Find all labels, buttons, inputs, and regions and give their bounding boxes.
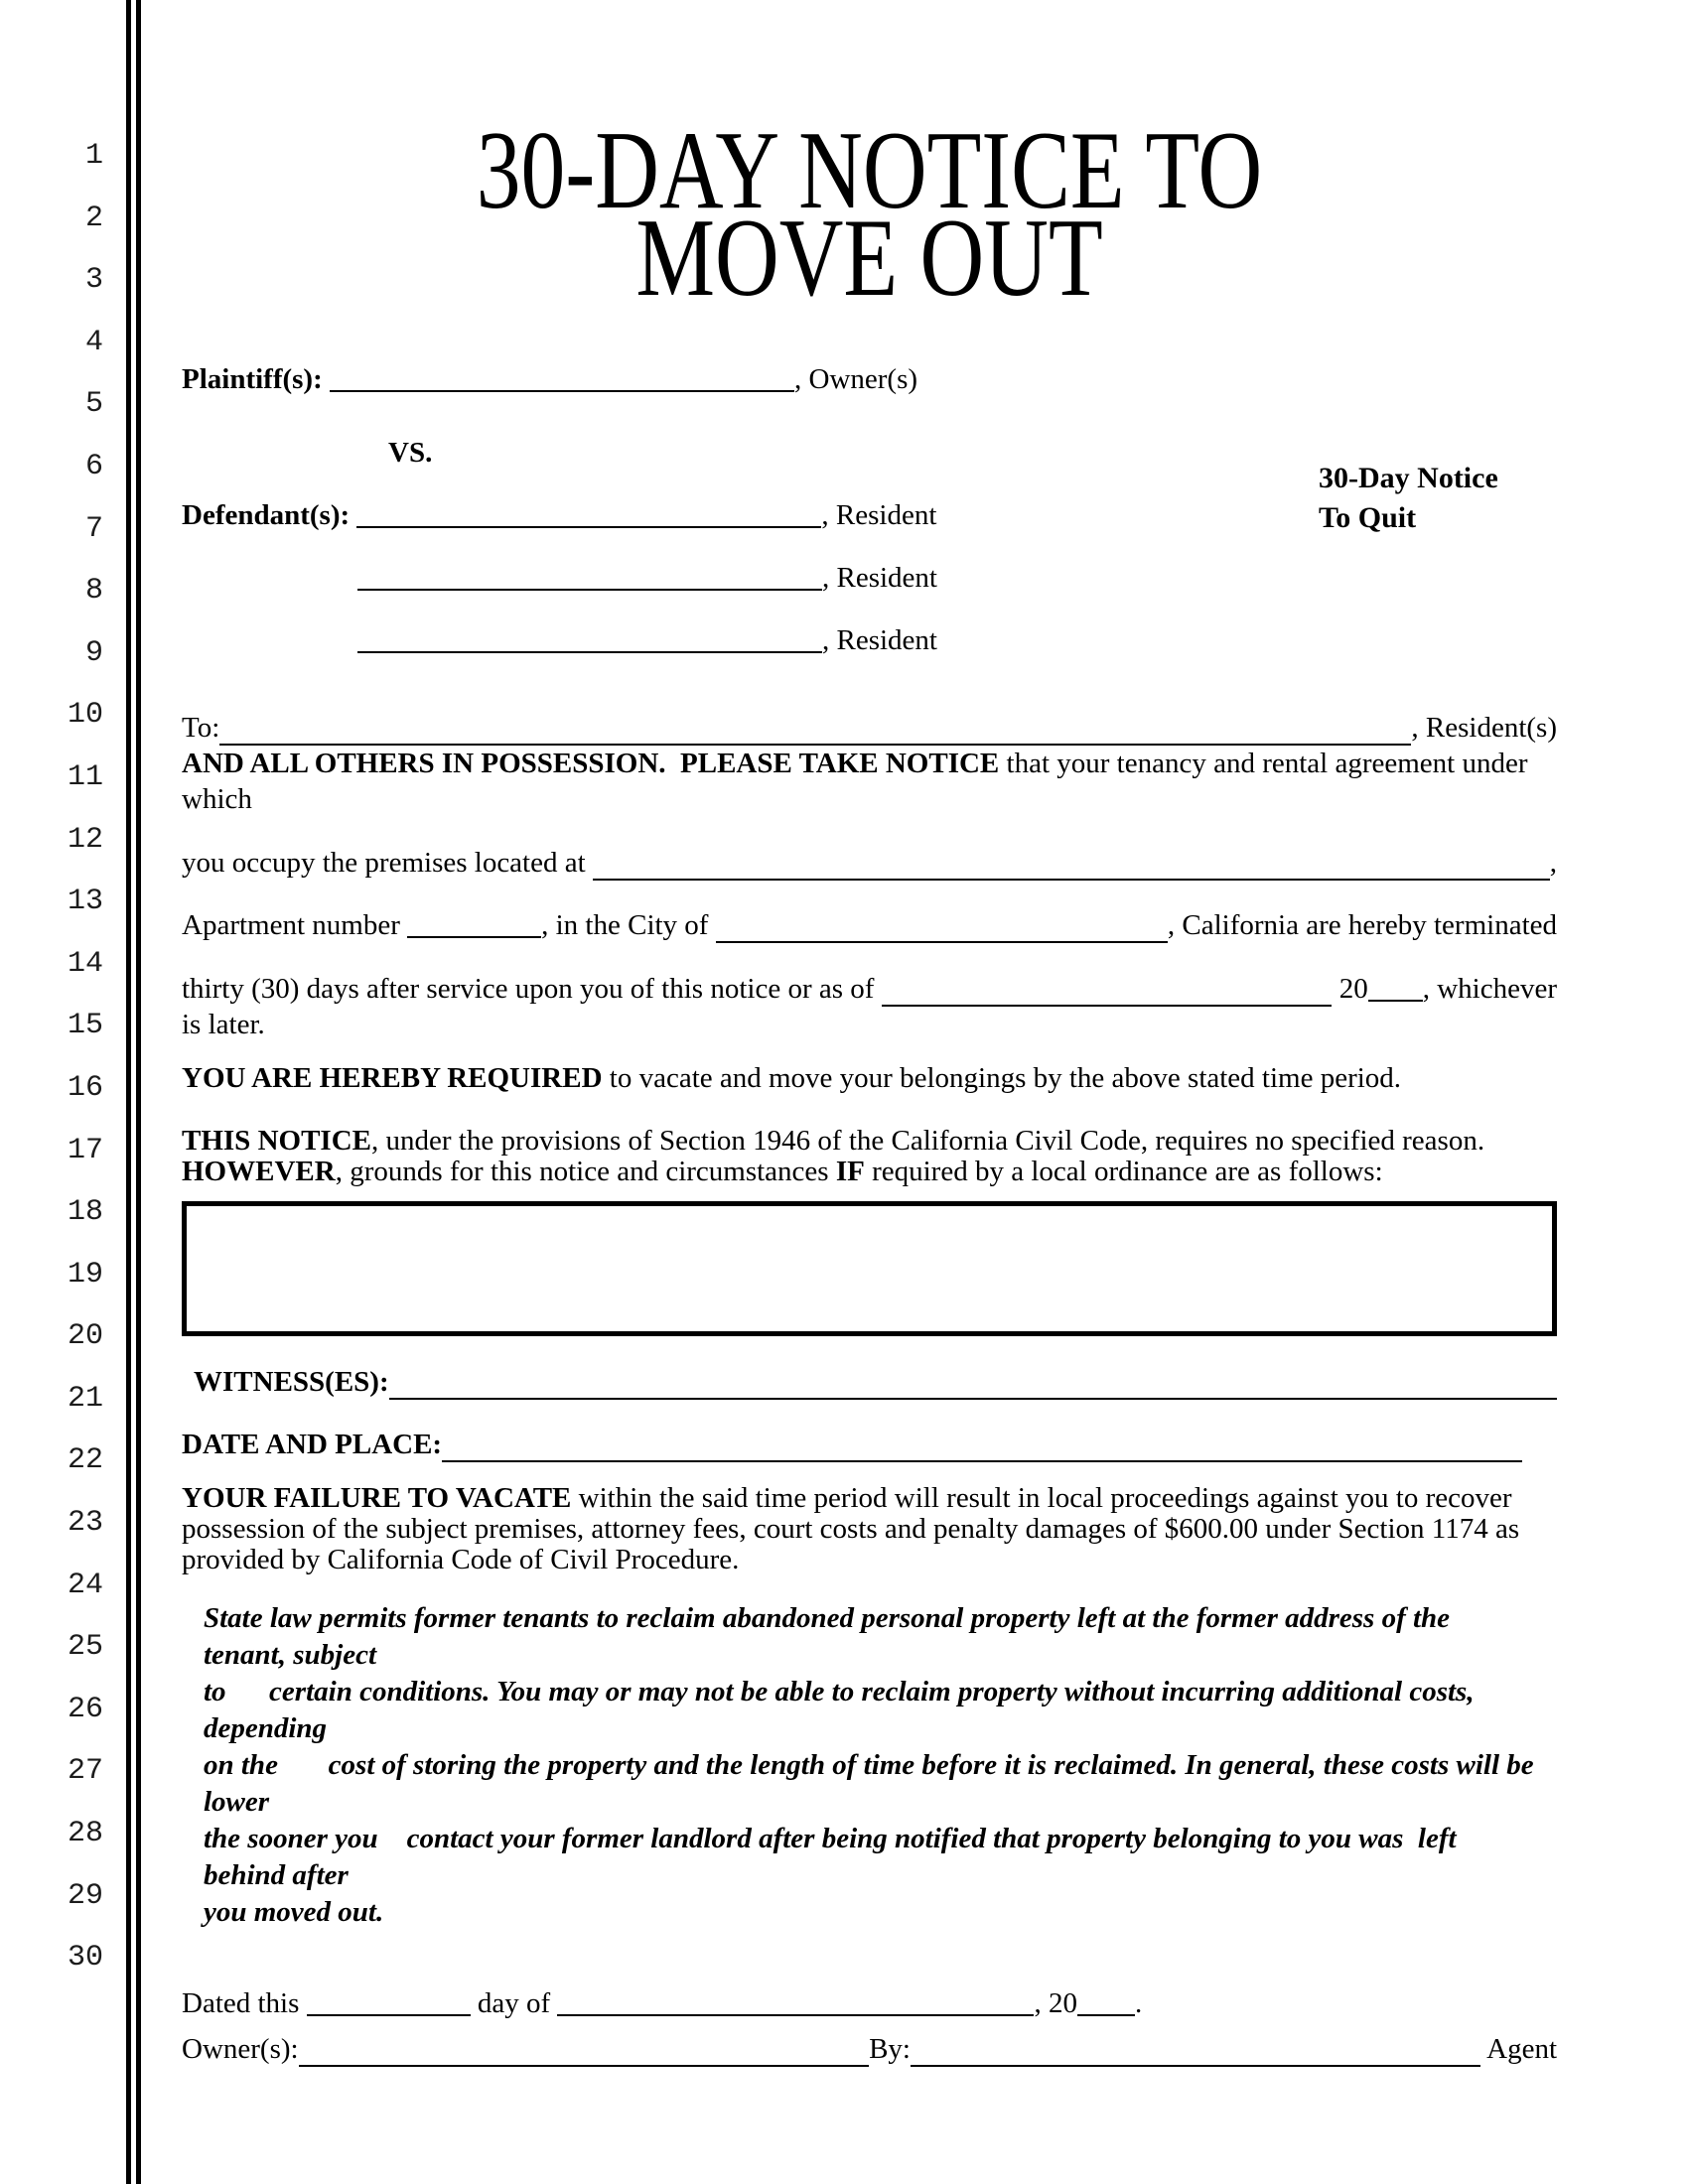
signature-row <box>182 2031 1557 2067</box>
line-number: 12 <box>67 822 103 857</box>
line-number: 10 <box>67 698 103 733</box>
thirty-suffix: , whichever <box>1422 973 1557 1005</box>
line-number: 1 <box>84 139 103 173</box>
dated-mid: day of <box>470 1987 558 2019</box>
failure-bold: YOUR FAILURE TO VACATE <box>182 1482 572 1514</box>
dated-end: . <box>1134 1987 1143 2019</box>
possession-rest: that your tenancy and rental agreement under which <box>182 748 1535 815</box>
apartment-prefix: Apartment number <box>182 909 408 941</box>
line-number: 11 <box>67 759 103 794</box>
plaintiff-row <box>182 361 1557 397</box>
witness-label: WITNESS(ES): <box>194 1366 389 1398</box>
however-bold: HOWEVER <box>182 1156 336 1187</box>
line-number: 30 <box>67 1941 103 1976</box>
line-number: 16 <box>67 1070 103 1105</box>
line-number: 23 <box>67 1506 103 1541</box>
owner-label: Owner(s): <box>182 2033 299 2065</box>
agent-label: Agent <box>1480 2033 1558 2065</box>
line-number: 7 <box>84 511 103 546</box>
premises-prefix: you occupy the premises located at <box>182 847 593 879</box>
notice-to-quit-line-2: To Quit <box>1319 501 1417 534</box>
line-number: 8 <box>84 574 103 609</box>
state-law-line: State law permits former tenants to reclaim abandoned personal property left at the former address of the tenant, subject <box>204 1602 1458 1671</box>
this-notice-bold: THIS NOTICE <box>182 1125 371 1157</box>
thirty-prefix: thirty (30) days after service upon you of this notice or as of <box>182 973 882 1005</box>
dated-row <box>182 1985 1557 2021</box>
this-notice-rest: , under the provisions of Section 1946 of the California Civil Code, requires no specified reason. <box>370 1125 1485 1157</box>
title-line-1: 30-DAY NOTICE TO <box>476 109 1263 232</box>
notice-to-quit-label <box>1319 459 1498 538</box>
defendant-name-field-1[interactable] <box>356 497 821 528</box>
required-rest: to vacate and move your belongings by the above stated time period. <box>602 1062 1402 1094</box>
vs-label: VS. <box>388 437 433 469</box>
and-all-others-bold: AND ALL OTHERS IN POSSESSION. <box>182 748 666 779</box>
grounds-box[interactable] <box>182 1201 1557 1336</box>
apartment-row <box>182 907 1557 943</box>
apartment-number-field[interactable] <box>407 907 541 938</box>
line-number: 25 <box>67 1630 103 1665</box>
dated-year-prefix: , 20 <box>1034 1987 1077 2019</box>
defendant-name-field-2[interactable] <box>357 560 822 591</box>
witness-field[interactable] <box>389 1364 1557 1400</box>
state-law-line: the sooner you contact your former landlord after being notified that property belonging to you was left behind after <box>204 1823 1464 1891</box>
premises-address-field[interactable] <box>593 845 1550 881</box>
line-number: 17 <box>67 1133 103 1167</box>
defendant-name-field-3[interactable] <box>357 622 822 653</box>
to-names-field[interactable] <box>219 710 1411 746</box>
line-number: 21 <box>67 1381 103 1416</box>
line-number: 19 <box>67 1257 103 1292</box>
date-place-label: DATE AND PLACE: <box>182 1429 443 1460</box>
if-bold: IF <box>835 1156 865 1187</box>
failure-paragraph <box>182 1483 1557 1575</box>
apartment-suffix: , California are hereby terminated <box>1167 909 1557 941</box>
to-row <box>182 710 1557 746</box>
defendant-label: Defendant(s): <box>182 499 357 531</box>
line-number: 13 <box>67 885 103 919</box>
state-law-line: to certain conditions. You may or may not be able to reclaim property without incurring additional costs, depending <box>204 1676 1481 1744</box>
line-number: 24 <box>67 1568 103 1602</box>
plaintiff-name-field[interactable] <box>330 361 794 392</box>
plaintiff-suffix: , Owner(s) <box>794 363 918 395</box>
line-number: 28 <box>67 1817 103 1851</box>
defendant-row-3 <box>182 622 1557 658</box>
pleading-rule-outer <box>126 0 131 2184</box>
to-suffix: , Resident(s) <box>1411 712 1557 744</box>
line-number: 6 <box>84 449 103 483</box>
plaintiff-label: Plaintiff(s): <box>182 363 330 395</box>
agent-signature-field[interactable] <box>911 2031 1481 2067</box>
line-number: 2 <box>84 201 103 235</box>
premises-suffix: , <box>1549 847 1557 879</box>
line-number: 18 <box>67 1195 103 1230</box>
date-place-row <box>182 1427 1557 1462</box>
please-take-notice-bold: PLEASE TAKE NOTICE <box>665 748 1000 779</box>
required-bold: YOU ARE HEREBY REQUIRED <box>182 1062 603 1094</box>
to-label: To: <box>182 712 220 744</box>
premises-row <box>182 845 1557 881</box>
state-law-line: you moved out. <box>204 1896 384 1928</box>
city-field[interactable] <box>716 907 1168 943</box>
line-number: 22 <box>67 1443 103 1478</box>
line-number: 5 <box>84 387 103 422</box>
document-title <box>320 109 1420 320</box>
line-number: 14 <box>67 946 103 981</box>
notice-to-quit-line-1: 30-Day Notice <box>1319 462 1498 494</box>
possession-line <box>182 746 1557 817</box>
owner-signature-field[interactable] <box>299 2031 870 2067</box>
defendant-row-2 <box>182 560 1557 596</box>
line-number: 26 <box>67 1692 103 1726</box>
line-number: 15 <box>67 1009 103 1043</box>
required-paragraph <box>182 1060 1557 1096</box>
resident-suffix: , Resident <box>822 624 937 656</box>
dated-month-field[interactable] <box>557 1985 1034 2016</box>
by-label: By: <box>869 2033 911 2065</box>
line-number: 4 <box>84 325 103 359</box>
termination-date-field[interactable] <box>882 971 1333 1007</box>
date-place-field[interactable] <box>442 1427 1522 1462</box>
is-later-line: is later. <box>182 1009 265 1040</box>
witness-row <box>182 1364 1557 1400</box>
resident-suffix: , Resident <box>821 499 937 531</box>
termination-date-row <box>182 971 1557 1007</box>
dated-day-field[interactable] <box>307 1985 471 2016</box>
failure-rest: within the said time period will result in local proceedings against you to recover possession of the subject premises, attorney fees, court costs and penalty damages of $600.00 under Section 1174 as provided by California Code of Civil Procedure. <box>182 1482 1527 1575</box>
pleading-rule-inner <box>136 0 141 2184</box>
line-number: 20 <box>67 1319 103 1354</box>
line-number: 9 <box>84 635 103 670</box>
resident-suffix: , Resident <box>822 562 937 594</box>
year-prefix: 20 <box>1332 973 1368 1005</box>
however-mid: , grounds for this notice and circumstances <box>335 1156 836 1187</box>
dated-year-field[interactable] <box>1077 1985 1135 2016</box>
line-number-gutter <box>0 125 103 1989</box>
termination-year-field[interactable] <box>1368 971 1423 1002</box>
line-number: 29 <box>67 1878 103 1913</box>
line-number: 27 <box>67 1754 103 1789</box>
state-law-paragraph <box>182 1600 1557 1931</box>
title-line-2: MOVE OUT <box>635 197 1103 320</box>
however-rest: required by a local ordinance are as follows: <box>864 1156 1383 1187</box>
dated-prefix: Dated this <box>182 1987 307 2019</box>
document-body <box>182 0 1557 2067</box>
this-notice-paragraph <box>182 1126 1557 1187</box>
line-number: 3 <box>84 263 103 298</box>
state-law-line: on the cost of storing the property and the length of time before it is reclaimed. In general, these costs will be lower <box>204 1749 1541 1818</box>
apartment-mid: , in the City of <box>541 909 716 941</box>
